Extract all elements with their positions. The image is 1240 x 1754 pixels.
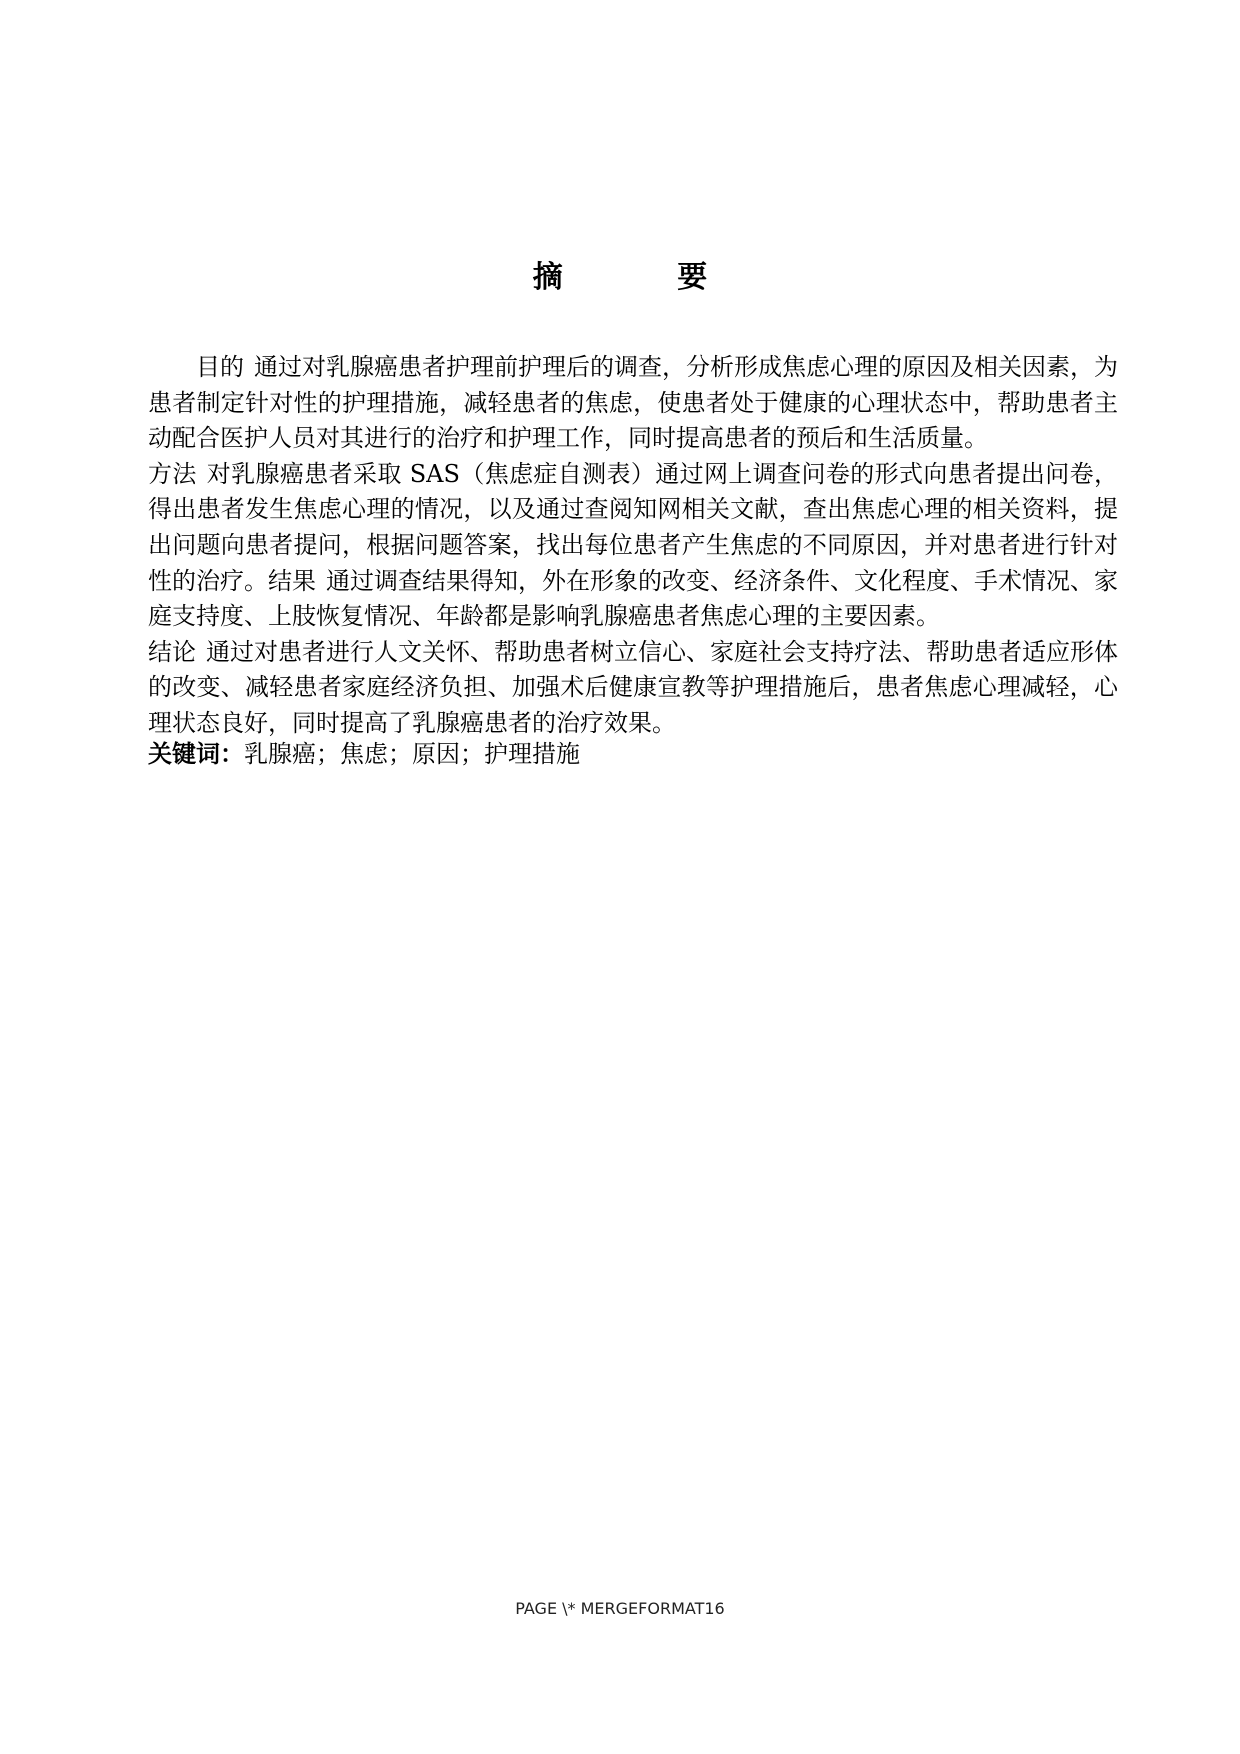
keywords-label: 关键词： (148, 740, 244, 768)
result-text: 通过调查结果得知，外在形象的改变、经济条件、文化程度、手术情况、家庭支持度、上肢恢复情况、年龄都是影响乳腺癌患者焦虑心理的主要因素。 (148, 566, 1118, 631)
conclusion-text: 通过对患者进行人文关怀、帮助患者树立信心、家庭社会支持疗法、帮助患者适应形体的改变、减轻患者家庭经济负担、加强术后健康宣教等护理措施后，患者焦虑心理减轻，心理状态良好，同时提高了乳腺癌患者的治疗效果。 (148, 637, 1118, 737)
page-title: 摘 要 (532, 260, 760, 295)
abstract-body (148, 350, 1118, 742)
conclusion-label: 结论 (148, 637, 196, 666)
conclusion-paragraph (148, 635, 1118, 742)
purpose-label: 目的 (196, 353, 244, 381)
result-label: 结果 (268, 566, 316, 595)
method-label: 方法 (148, 459, 197, 488)
purpose-paragraph (148, 350, 1118, 457)
keywords-line (148, 736, 1118, 772)
keywords-text: 乳腺癌；焦虑；原因；护理措施 (244, 740, 580, 768)
page-footer: PAGE \* MERGEFORMAT16 (515, 1599, 725, 1618)
method-text: 对乳腺癌患者采取 SAS（焦虑症自测表）通过网上调查问卷的形式向患者提出问卷，得出患者发生焦虑心理的情况，以及通过查阅知网相关文献，查出焦虑心理的相关资料，提出问题向患者提问，根据问题答案，找出每位患者产生焦虑的不同原因，并对患者进行针对性的治疗。 (148, 459, 1119, 595)
purpose-text: 通过对乳腺癌患者护理前护理后的调查，分析形成焦虑心理的原因及相关因素，为患者制定针对性的护理措施，减轻患者的焦虑，使患者处于健康的心理状态中，帮助患者主动配合医护人员对其进行的治疗和护理工作，同时提高患者的预后和生活质量。 (148, 353, 1118, 453)
method-paragraph (148, 457, 1118, 635)
